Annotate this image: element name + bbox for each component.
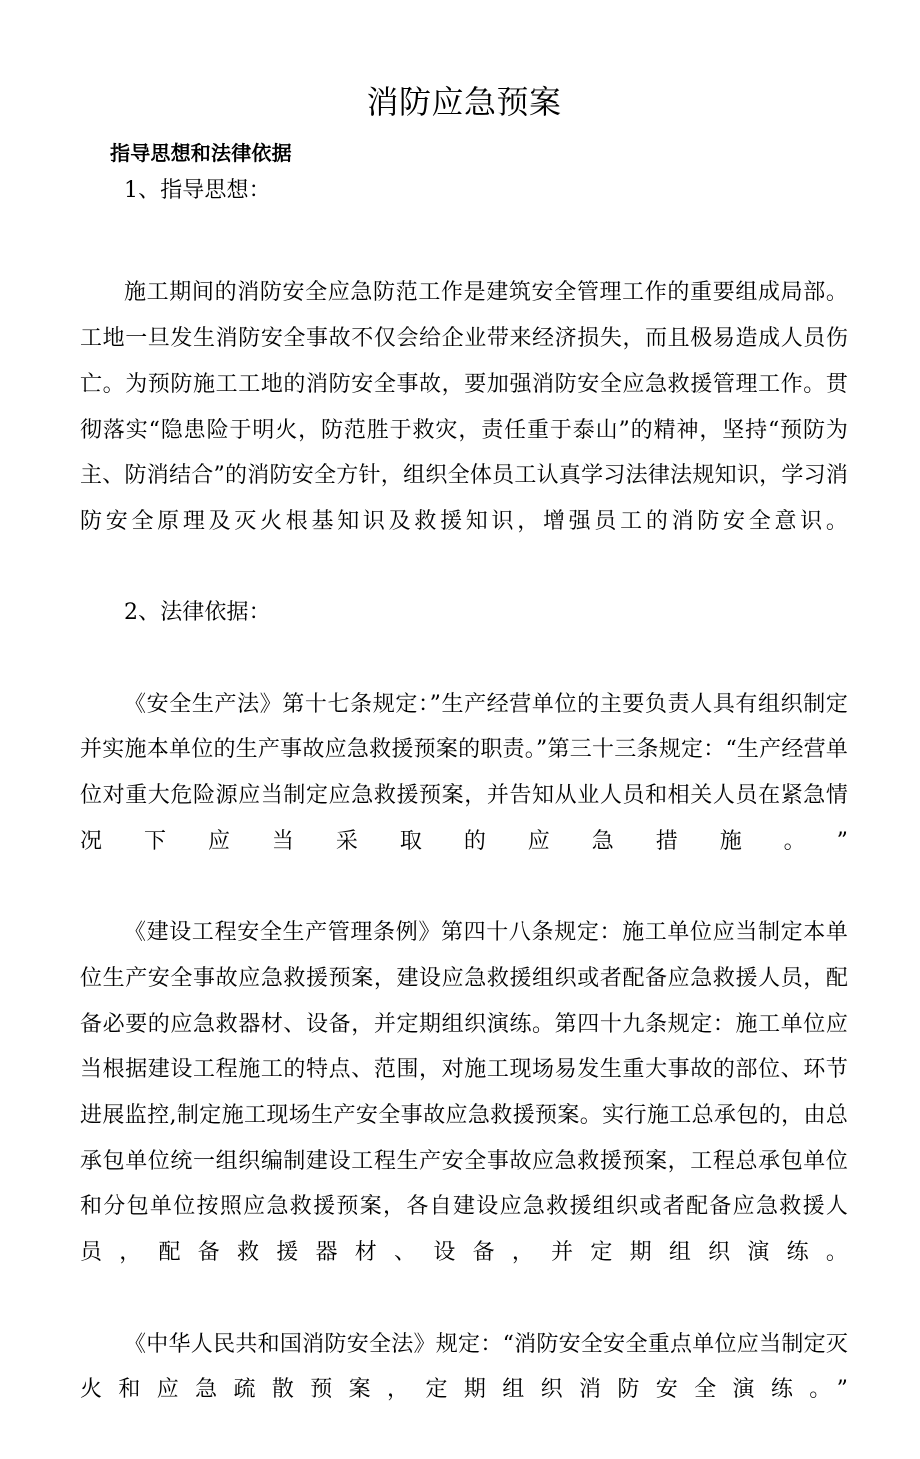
body-paragraph: 《中华人民共和国消防安全法》规定：“消防安全安全重点单位应当制定灭火和应急疏散预案，定期组织消防安全演练。”: [80, 1331, 848, 1403]
body-paragraph: 《安全生产法》第十七条规定：”生产经营单位的主要负责人具有组织制定并实施本单位的生产事故应急救援预案的职责。”第三十三条规定：“生产经营单位对重大危险源应当制定应急救援预案，并告知从业人员和相关人员在紧急情况下应当采取的应急措施。”: [80, 691, 848, 854]
body-paragraph: 施工期间的消防安全应急防范工作是建筑安全管理工作的重要组成局部。工地一旦发生消防安全事故不仅会给企业带来经济损失，而且极易造成人员伤亡。为预防施工工地的消防安全事故，要加强消防安全应急救援管理工作。贯彻落实“隐患险于明火，防范胜于救灾，责任重于泰山”的精神，坚持“预防为主、防消结合”的消防安全方针，组织全体员工认真学习法律法规知识，学习消防安全原理及灭火根基知识及救援知识，增强员工的消防安全意识。: [80, 280, 848, 534]
section-heading: 指导思想和法律依据: [110, 141, 292, 165]
list-item: 2、法律依据：: [124, 600, 271, 626]
page-title: 消防应急预案: [366, 83, 562, 121]
body-paragraph: 《建设工程安全生产管理条例》第四十八条规定：施工单位应当制定本单位生产安全事故应急救援预案，建设应急救援组织或者配备应急救援人员，配备必要的应急救器材、设备，并定期组织演练。第四十九条规定：施工单位应当根据建设工程施工的特点、范围，对施工现场易发生重大事故的部位、环节进展监控,制定施工现场生产安全事故应急救援预案。实行施工总承包的，由总承包单位统一组织编制建设工程生产安全事故应急救援预案，工程总承包单位和分包单位按照应急救援预案，各自建设应急救援组织或者配备应急救援人员，配备救援器材、设备，并定期组织演练。: [80, 920, 848, 1266]
document-body: [80, 0, 848, 1459]
list-item: 1、指导思想：: [124, 178, 271, 203]
